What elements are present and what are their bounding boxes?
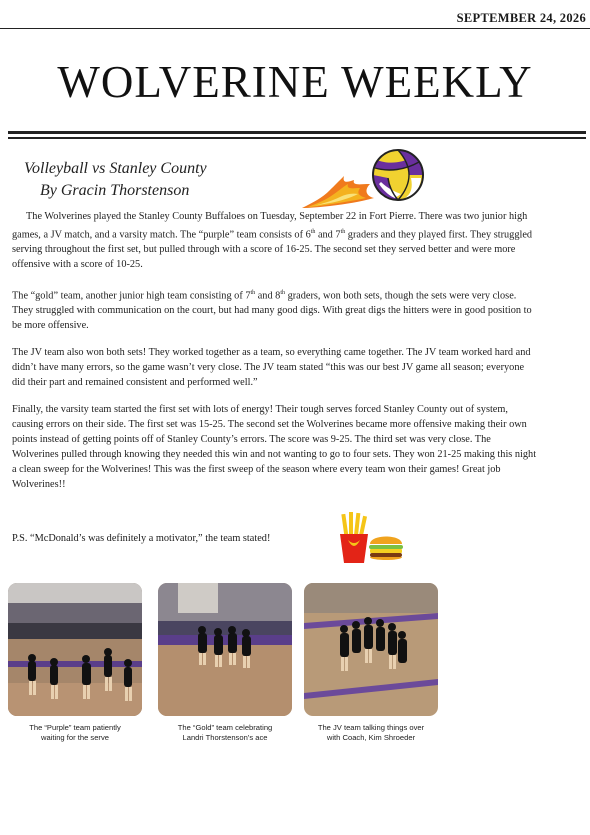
paragraph-purple-team: The Wolverines played the Stanley County Buffaloes on Tuesday, September 22 in Fort Pierre. There was two junior high games, a JV match, and a varsity match. The “purple” team consists of 6th and 7th graders and they played first. They struggled serving throughout the first set, but pulled through with a score of 16-25. The second set they served better and were more offensive with a score of 10-25.	[12, 211, 533, 271]
postscript: P.S. “McDonald’s was definitely a motivator,” the team stated!	[12, 533, 271, 544]
photo-purple-team	[8, 583, 142, 716]
burger-icon	[368, 532, 404, 562]
issue-date: SEPTEMBER 24, 2026	[456, 11, 586, 25]
photo-jv-team	[304, 583, 438, 716]
fries-icon	[337, 512, 371, 564]
masthead-title: WOLVERINE WEEKLY	[57, 57, 533, 107]
flame-icon	[300, 172, 378, 212]
article-headline: Volleyball vs Stanley County	[24, 160, 207, 177]
article-body	[12, 210, 538, 505]
caption-jv-team: The JV team talking things over with Coach, Kim Shroeder	[317, 723, 425, 742]
paragraph-varsity-team: Finally, the varsity team started the first set with lots of energy! Their tough serves forced Stanley County out of system, causing errors on their side. The first set was 15-25. The second set the Wolverines became more offensive making their own points instead of getting points off of Stanley County’s errors. The score was 9-25. The third set was very close. The Wolverines pulled through knowing they needed this win and not wanting to go to four sets. They won 21-25 making this night a clean sweep for the Wolverines! This was the first sweep of the season where every team won their games! Great job Wolverines!!	[12, 404, 537, 490]
paragraph-jv-team: The JV team also won both sets! They worked together as a team, so everything came together. The JV team worked hard and didn’t have many errors, so the game wasn’t very close. The JV team stated “this was our best JV game all season; everyone did their part and remained consistent and performed well.”	[12, 347, 531, 388]
masthead-rule-top	[8, 131, 586, 134]
volleyball-icon	[371, 148, 425, 202]
article-byline: By Gracin Thorstenson	[40, 182, 190, 199]
date-bar	[0, 8, 590, 29]
caption-purple-team: The “Purple” team patiently waiting for the serve	[29, 723, 121, 742]
caption-gold-team: The “Gold” team celebrating Landri Thorstenson’s ace	[177, 723, 273, 742]
article-heading	[24, 158, 207, 202]
photo-gold-team	[158, 583, 292, 716]
masthead-rule-bottom	[8, 137, 586, 139]
paragraph-gold-team: The “gold” team, another junior high team consisting of 7th and 8th graders, won both sets, though the sets were very close. They struggled with communication on the court, but had many good digs. With great digs the hitters were in good position to be more offensive.	[12, 289, 532, 331]
